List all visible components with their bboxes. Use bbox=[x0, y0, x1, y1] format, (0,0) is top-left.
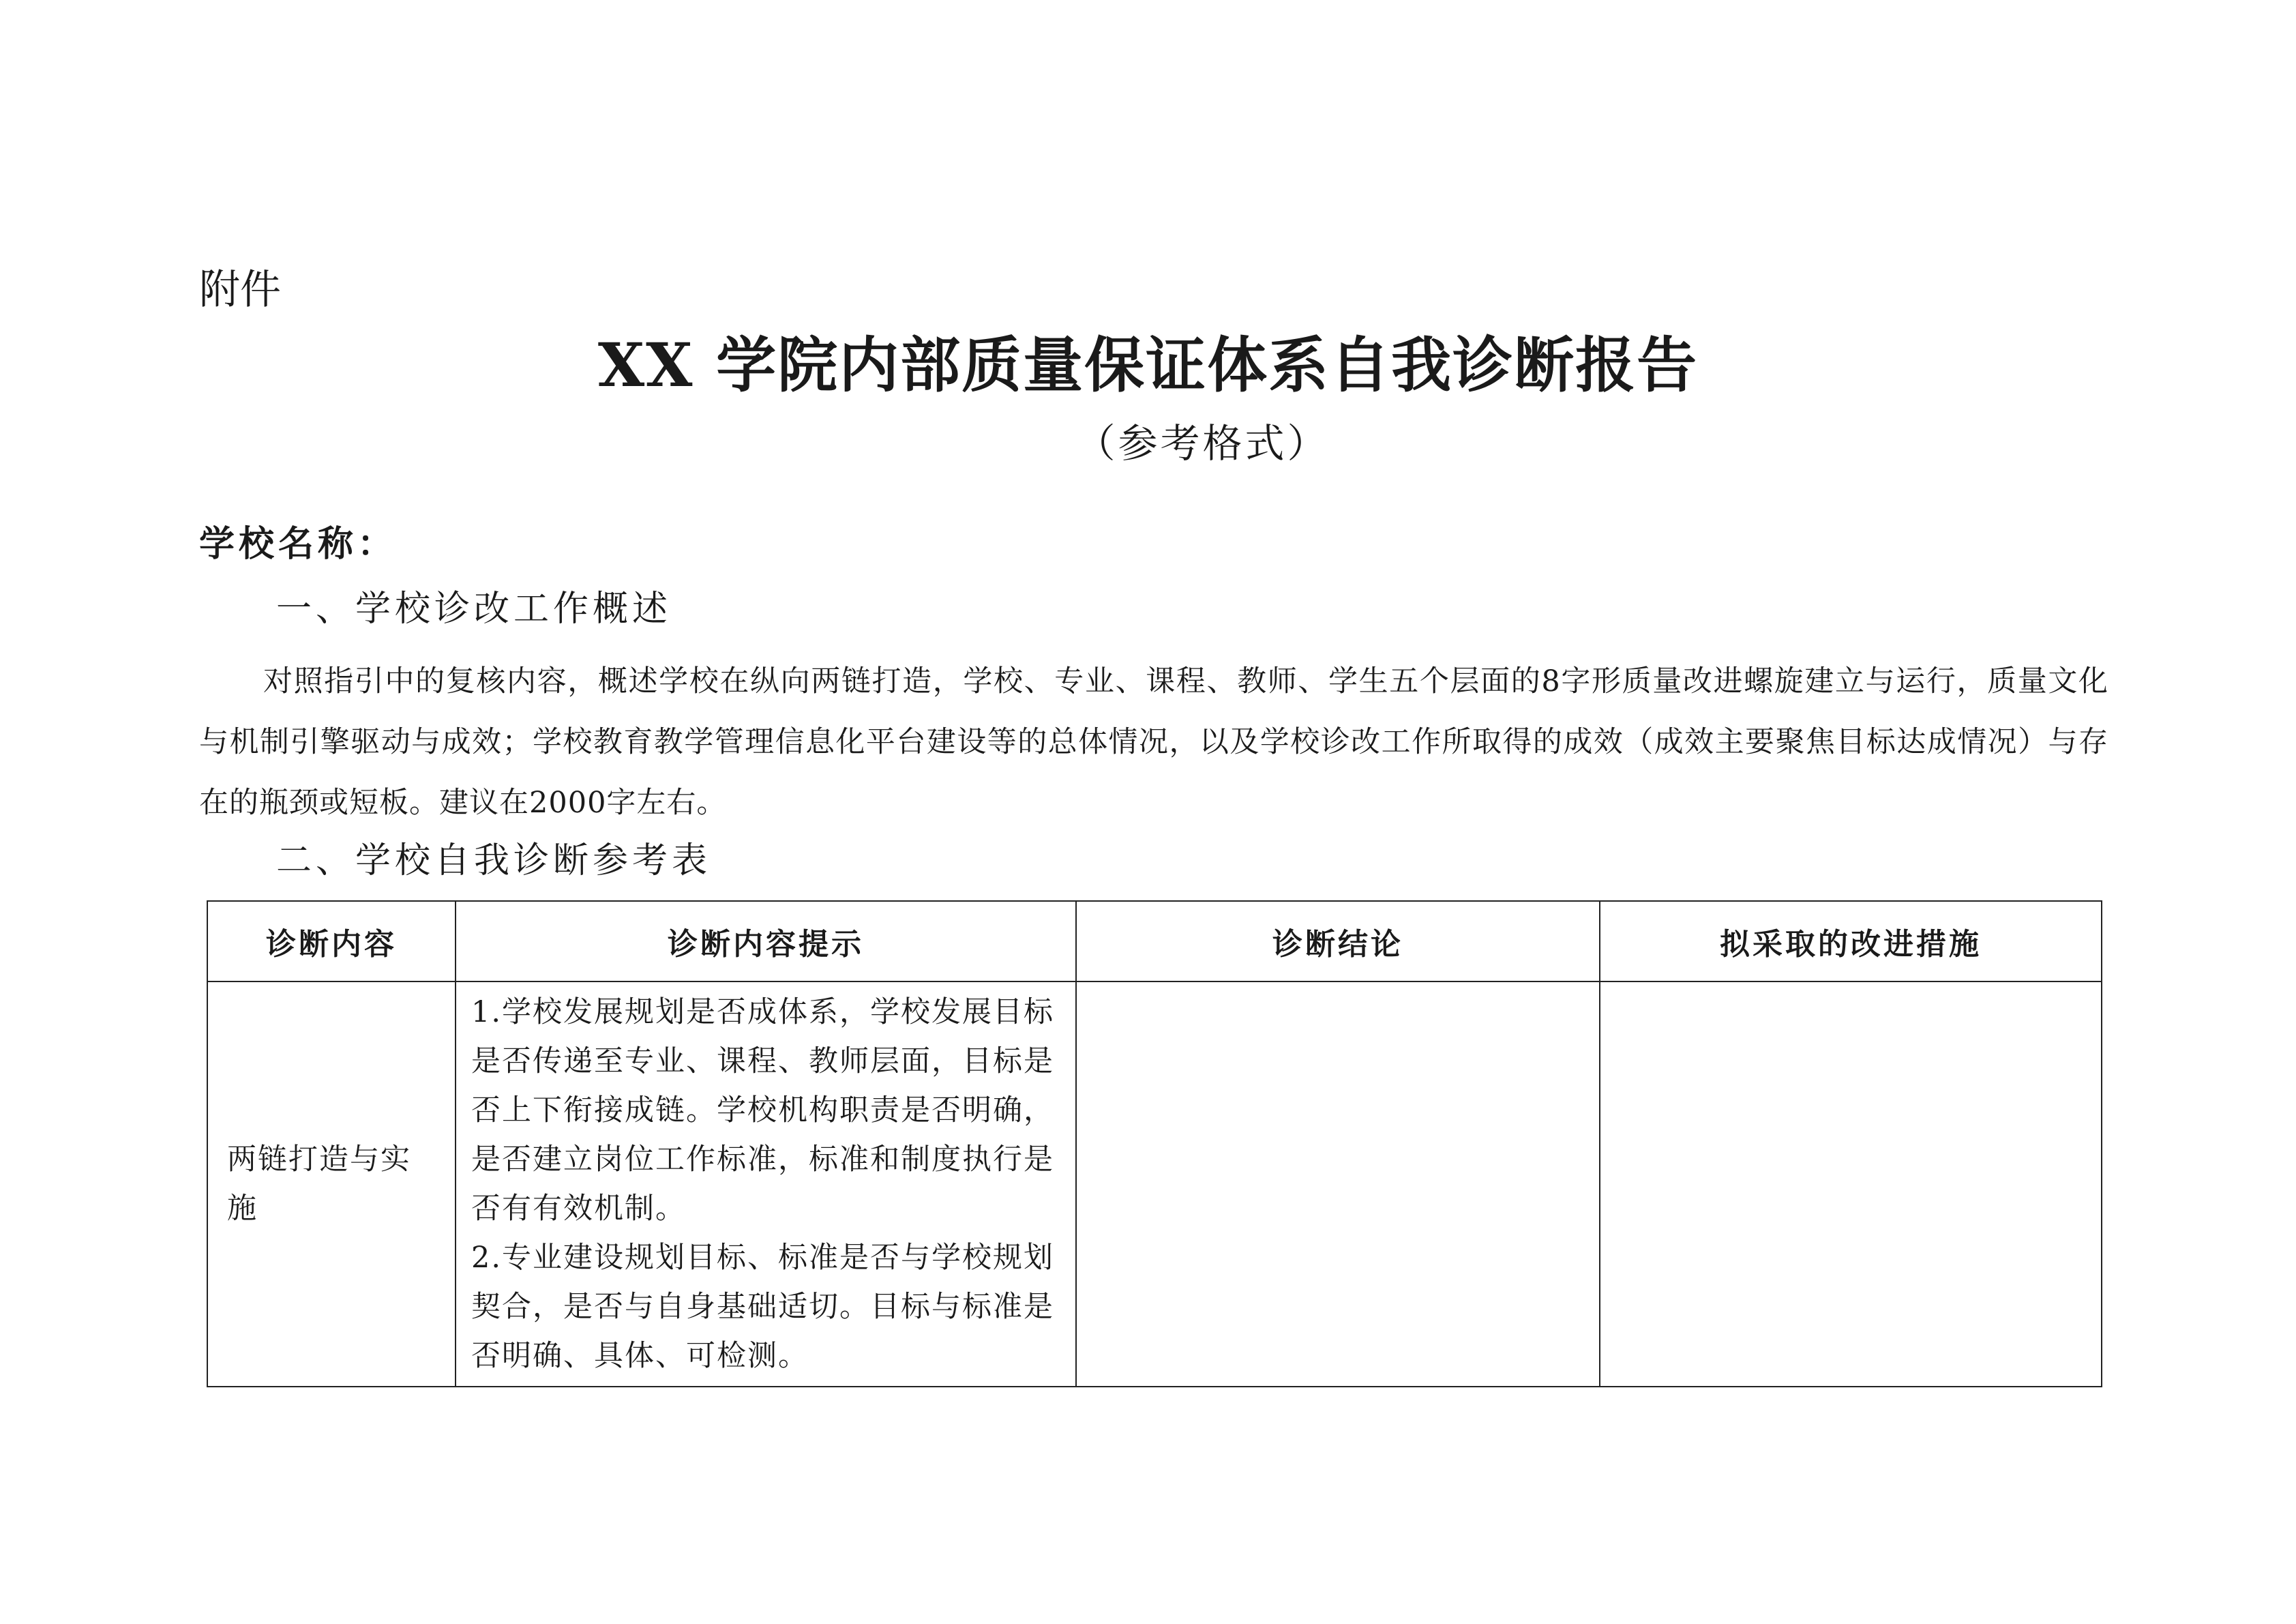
diagnosis-table bbox=[207, 900, 2102, 1387]
overview-paragraph: 对照指引中的复核内容，概述学校在纵向两链打造，学校、专业、课程、教师、学生五个层面的8字形质量改进螺旋建立与运行，质量文化与机制引擎驱动与成效；学校教育教学管理信息化平台建设等的总体情况，以及学校诊改工作所取得的成效（成效主要聚焦目标达成情况）与存在的瓶颈或短板。建议在2000字左右。 bbox=[199, 664, 2108, 820]
row-content-text: 两链打造与实施 bbox=[227, 1142, 411, 1226]
attachment-label: 附件 bbox=[199, 266, 281, 314]
row-content-hints bbox=[456, 981, 1076, 1387]
school-name-label: 学校名称： bbox=[199, 523, 398, 565]
row-diagnosis-content bbox=[207, 981, 456, 1387]
header-improvement-measures: 拟采取的改进措施 bbox=[1600, 901, 2102, 981]
document-title: XX 学院内部质量保证体系自我诊断报告 bbox=[597, 329, 1699, 400]
table-header-row bbox=[207, 901, 2102, 981]
table-row bbox=[207, 981, 2102, 1387]
header-diagnosis-content: 诊断内容 bbox=[207, 901, 456, 981]
document-subtitle: （参考格式） bbox=[1075, 420, 1330, 467]
header-content-hints: 诊断内容提示 bbox=[456, 901, 1076, 981]
header-diagnosis-conclusion: 诊断结论 bbox=[1076, 901, 1600, 981]
row-improvement-measures[interactable] bbox=[1600, 981, 2102, 1387]
row-diagnosis-conclusion[interactable] bbox=[1076, 981, 1600, 1387]
hint-item-1: 1.学校发展规划是否成体系，学校发展目标是否传递至专业、课程、教师层面，目标是否上下衔接成链。学校机构职责是否明确，是否建立岗位工作标准，标准和制度执行是否有有效机制。 bbox=[471, 995, 1055, 1226]
section-heading-diagnosis-table: 二、学校自我诊断参考表 bbox=[276, 840, 712, 881]
hint-item-2: 2.专业建设规划目标、标准是否与学校规划契合，是否与自身基础适切。目标与标准是否明确、具体、可检测。 bbox=[471, 1241, 1055, 1373]
section-heading-overview: 一、学校诊改工作概述 bbox=[276, 589, 672, 630]
